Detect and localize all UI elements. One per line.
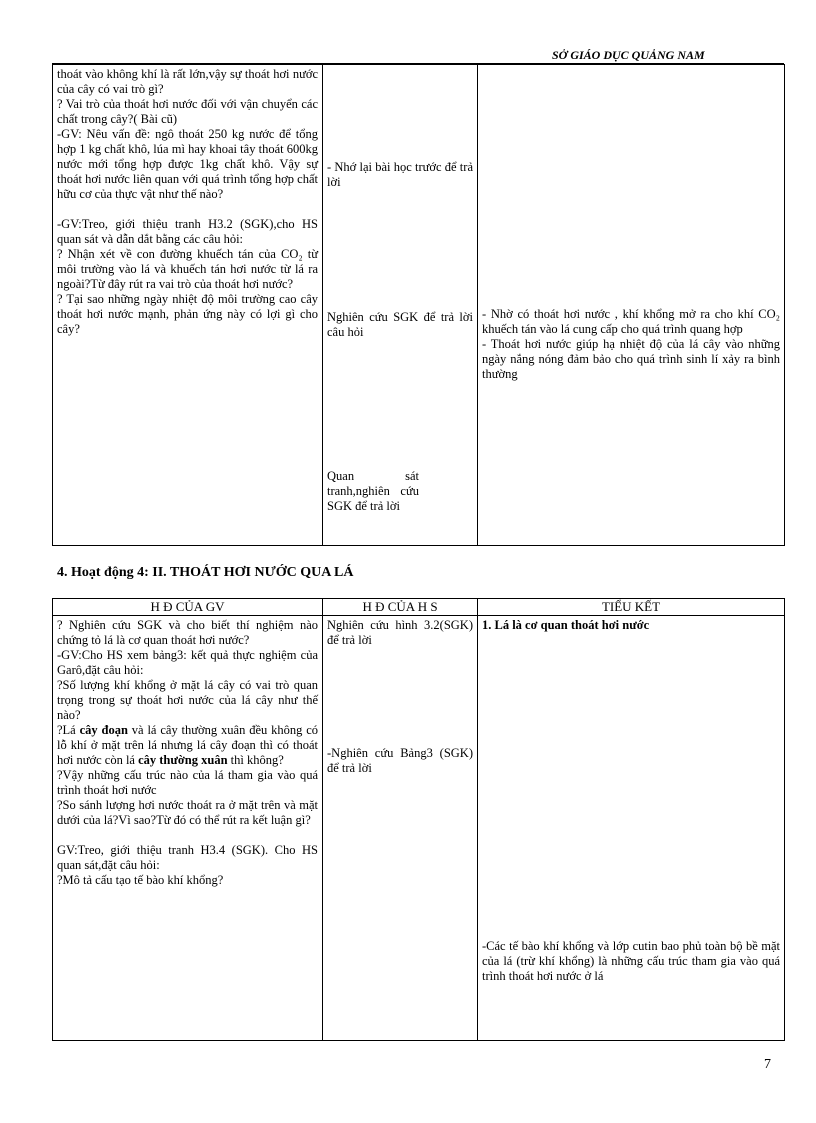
paragraph (57, 723, 318, 768)
paragraph: thoát vào không khí là rất lớn,vậy sự thoát hơi nước của cây có vai trò gì? (57, 67, 318, 96)
paragraph: ?Vậy những cấu trúc nào của lá tham gia vào quá trình thoát hơi nước (57, 768, 318, 797)
column-header: H Đ CỦA H S (323, 599, 478, 616)
bold-term: cây đoạn (79, 723, 128, 737)
text-run: thì không? (227, 753, 284, 767)
summary-title: 1. Lá là cơ quan thoát hơi nước (482, 618, 650, 632)
paragraph: - Thoát hơi nước giúp hạ nhiệt độ của lá cây vào những ngày nắng nóng đảm bảo cho quá trình sinh lí xảy ra bình thường (482, 337, 780, 381)
paragraph: Quan sát tranh,nghiên cứu SGK để trả lời (327, 469, 419, 513)
section-title: 4. Hoạt động 4: II. THOÁT HƠI NƯỚC QUA LÁ (57, 565, 354, 580)
paragraph: -GV:Cho HS xem bảng3: kết quả thực nghiệm của Garô,đặt câu hỏi: (57, 648, 318, 677)
text-run: ?Lá (57, 723, 80, 737)
paragraph: ? Nhận xét về con đường khuếch tán của CO₂ từ môi trường vào lá và khuếch tán hơi nước từ lá ra ngoài?Từ đây rút ra vai trò của thoát hơi nước? (57, 247, 318, 291)
paragraph: -GV: Nêu vấn đề: ngô thoát 250 kg nước để tổng hợp 1 kg chất khô, lúa mì hay khoai tây thoát 600kg nước mới tổng hợp được 1kg chất khô. Vậy sự thoát hơi nước liên quan với quá trình tổng hợp chất hữu cơ của thực vật như thế nào? (57, 127, 318, 201)
paragraph: Nghiên cứu SGK để trả lời câu hỏi (327, 310, 473, 339)
paragraph: ?Số lượng khí khổng ở mặt lá cây có vai trò quan trọng trong sự thoát hơi nước của lá cây như thế nào? (57, 678, 318, 722)
paragraph: ?Mô tả cấu tạo tế bào khí khổng? (57, 873, 224, 887)
paragraph: -Các tế bào khí khổng và lớp cutin bao phủ toàn bộ bề mặt của lá (trừ khí khổng) là những cấu trúc tham gia vào quá trình thoát hơi nước ở lá (482, 939, 780, 983)
activity-table (52, 598, 785, 1041)
student-activity-cell (323, 65, 478, 546)
paragraph: Nghiên cứu hình 3.2(SGK) để trả lời (327, 618, 473, 647)
teacher-activity-cell (53, 65, 323, 546)
paragraph: ? Vai trò của thoát hơi nước đối với vận chuyển các chất trong cây?( Bài cũ) (57, 97, 318, 126)
column-header: TIỂU KẾT (478, 599, 785, 616)
paragraph: ? Tại sao những ngày nhiệt độ môi trường cao cây thoát hơi nước mạnh, phản ứng này có lợi gì cho cây? (57, 292, 318, 336)
activity-table-continued (52, 64, 785, 546)
paragraph: -Nghiên cứu Bảng3 (SGK) để trả lời (327, 746, 473, 775)
student-activity-cell (323, 616, 478, 1041)
summary-cell (478, 65, 785, 546)
bold-term: cây thường xuân (138, 753, 228, 767)
page-number: 7 (764, 1057, 771, 1072)
text-run: và lá cây thường xuân đều không có lỗ khí ở mặt trên lá nhưng lá cây đoạn thì có thoát hơi nước còn lá (57, 723, 319, 767)
paragraph: -GV:Treo, giới thiệu tranh H3.2 (SGK),cho HS quan sát và dẫn dắt bằng các câu hỏi: (57, 217, 318, 246)
summary-cell (478, 616, 785, 1041)
column-header: H Đ CỦA GV (53, 599, 323, 616)
paragraph: ?So sánh lượng hơi nước thoát ra ở mặt trên và mặt dưới của lá?Vì sao?Từ đó có thể rút ra kết luận gì? (57, 798, 318, 827)
paragraph: - Nhớ lại bài học trước để trả lời (327, 160, 473, 189)
header-title: SỞ GIÁO DỤC QUẢNG NAM (552, 48, 705, 62)
paragraph: GV:Treo, giới thiệu tranh H3.4 (SGK). Cho HS quan sát,đặt câu hỏi: (57, 843, 318, 872)
paragraph: - Nhờ có thoát hơi nước , khí khổng mở ra cho khí CO₂ khuếch tán vào lá cung cấp cho quá trình quang hợp (482, 307, 780, 336)
paragraph: ? Nghiên cứu SGK và cho biết thí nghiệm nào chứng tỏ lá là cơ quan thoát hơi nước? (57, 618, 318, 647)
teacher-activity-cell (53, 616, 323, 1041)
